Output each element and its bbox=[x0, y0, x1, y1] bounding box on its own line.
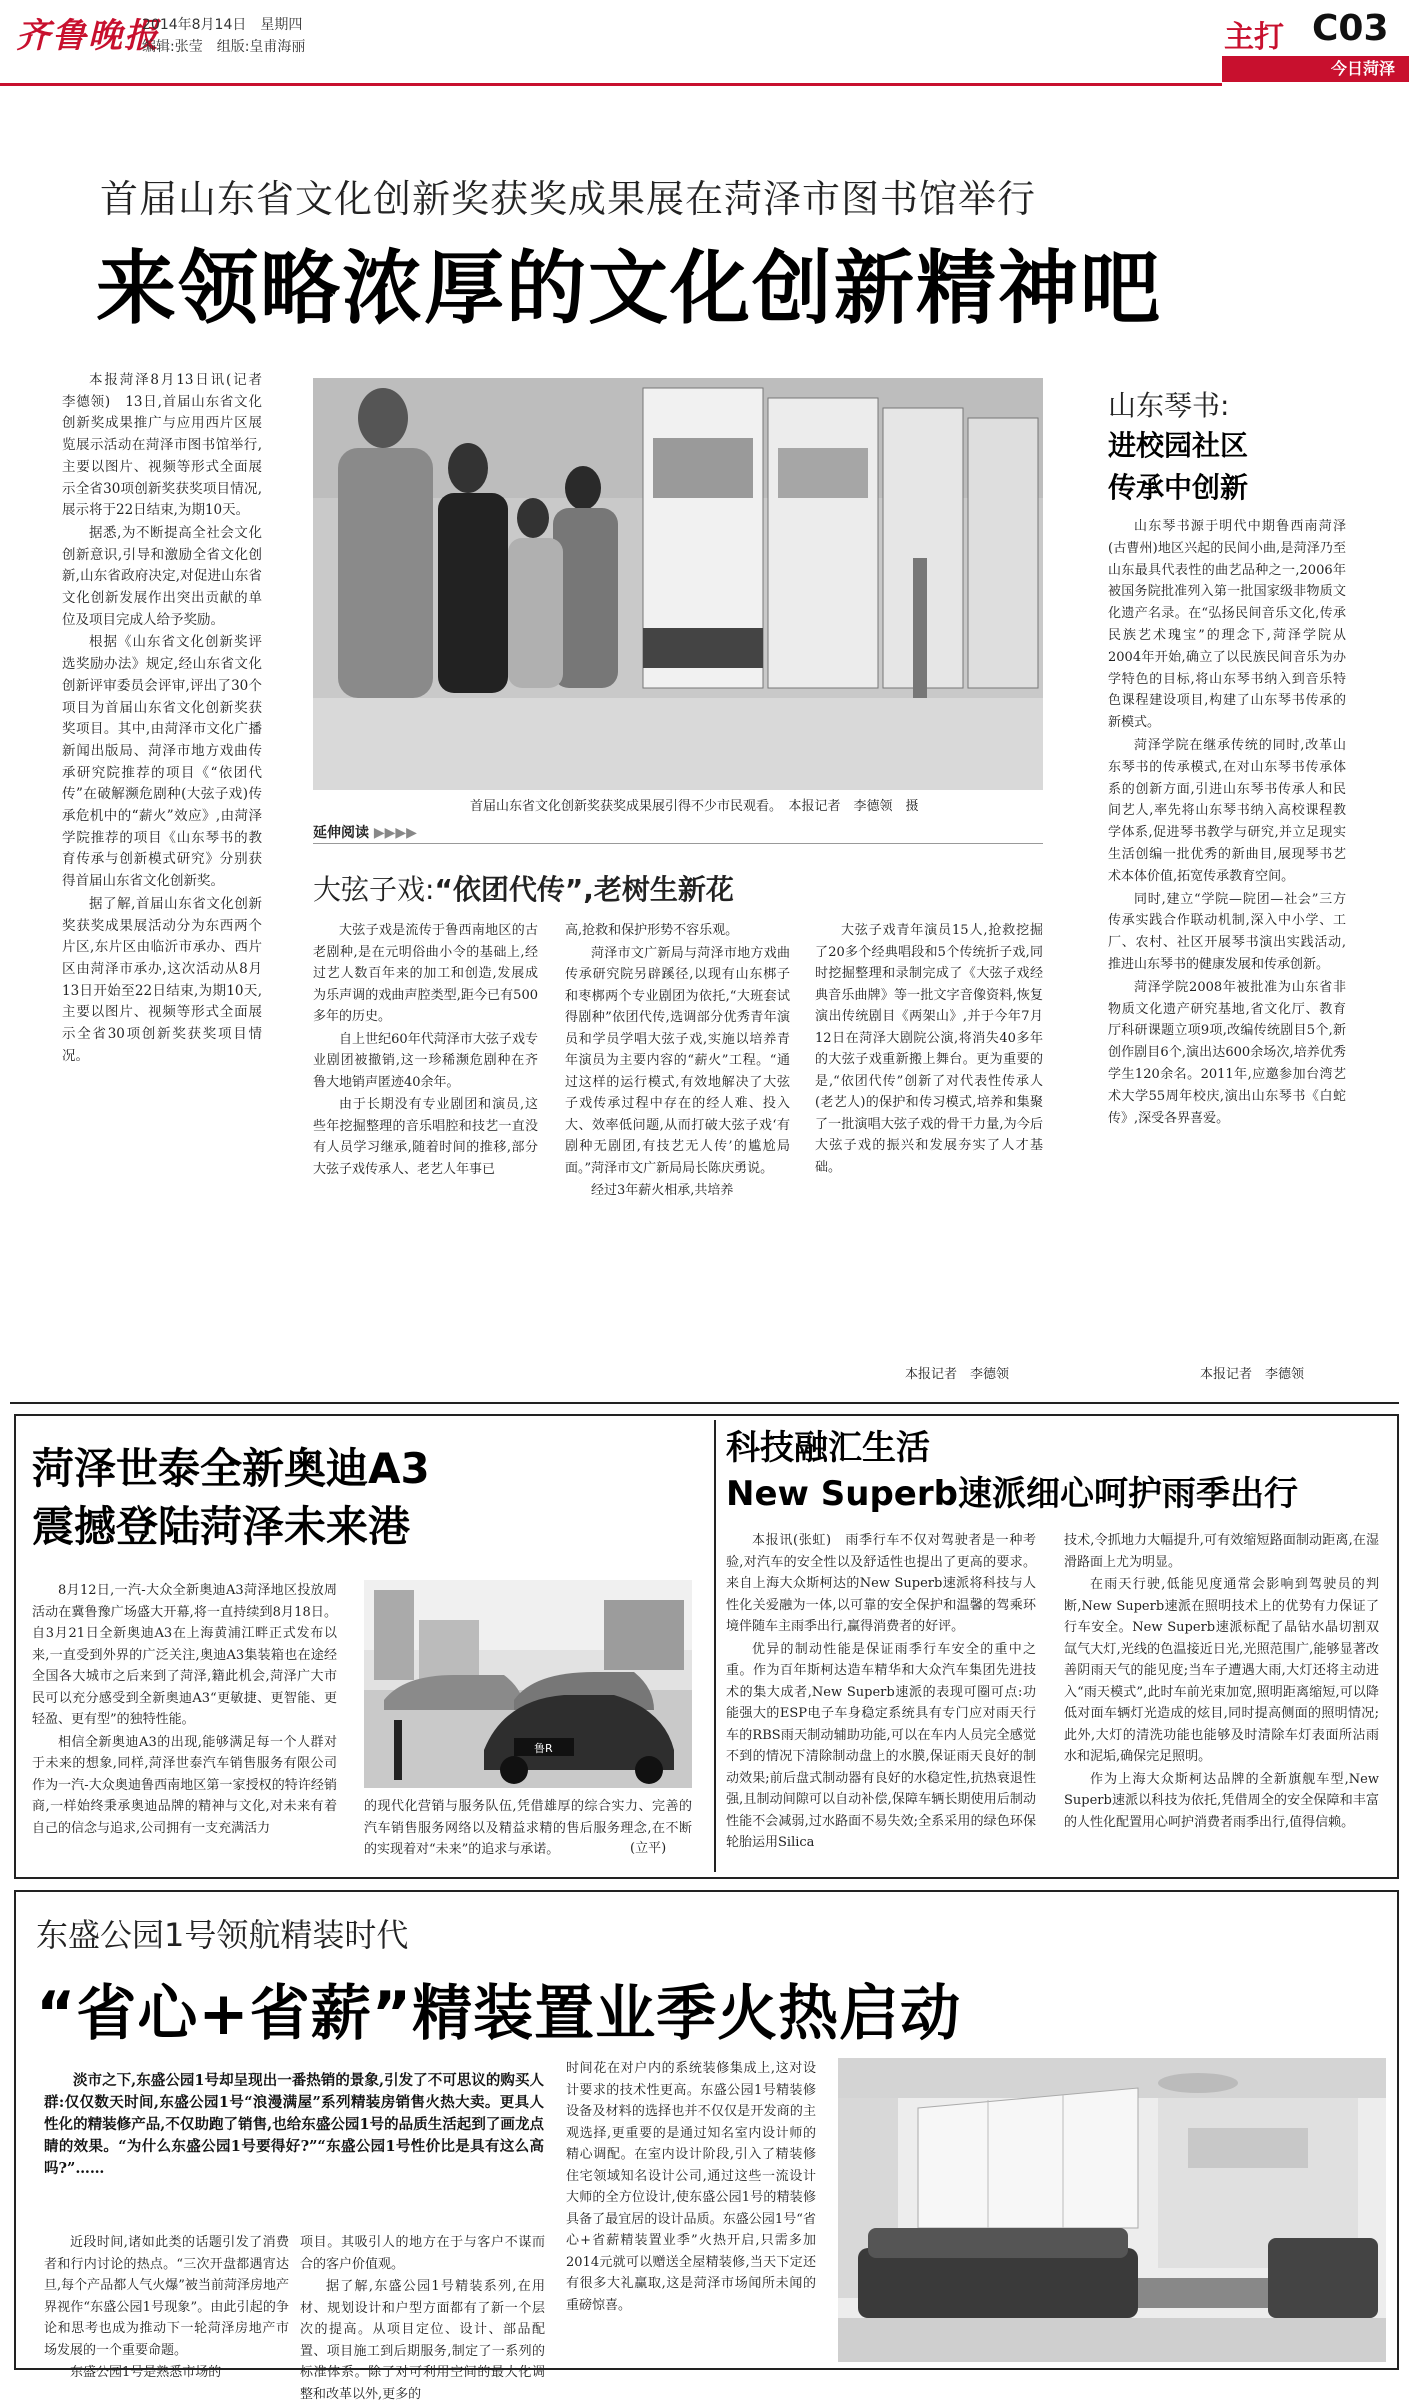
ad2-headline-2: New Superb速派细心呵护雨季出行 bbox=[726, 1474, 1298, 1514]
paragraph: 本报菏泽8月13日讯(记者 李德领) 13日,首届山东省文化创新奖成果推广与应用西片区展览展示活动在菏泽市图书馆举行,主要以图片、视频等形式全面展示全省30项创新奖获奖项目情况,展示将于22日结束,为期10天。 bbox=[62, 372, 276, 519]
paragraph: 的现代化营销与服务队伍,凭借雄厚的综合实力、完善的汽车销售服务网络以及精益求精的售后服务理念,在不断的实现着对“未来”的追求与承诺。 bbox=[364, 1799, 692, 1857]
audi-photo bbox=[364, 1580, 692, 1788]
paragraph: 据悉,为不断提高全社会文化创新意识,引导和激励全省文化创新,山东省政府决定,对促进山东省文化创新发展作出突出贡献的单位及项目完成人给予奖励。 bbox=[62, 524, 262, 628]
paragraph: 由于长期没有专业剧团和演员,这些年挖掘整理的音乐唱腔和技艺一直没有人员学习继承,随着时间的推移,部分大弦子戏传承人、老艺人年事已 bbox=[313, 1097, 538, 1177]
masthead bbox=[0, 0, 1409, 90]
page-number: C03 bbox=[1312, 8, 1389, 49]
editors-line: 编辑:张莹 组版:皇甫海丽 bbox=[142, 39, 306, 55]
ad1-headline-2: 震撼登陆菏泽未来港 bbox=[32, 1502, 411, 1551]
paragraph: 在雨天行驶,低能见度通常会影响到驾驶员的判断,New Superb速派在照明技术上的优势有力保证了行车安全。New Superb速派标配了晶钻水晶切割双氙气大灯,光线的色温接近日光,光照范围广,能够显著改善阴雨天气的能见度;当车子遭遇大雨,大灯还将主动进入“雨天模式”,此时车前光束加宽,照明距离缩短,可以降低对面车辆灯光造成的炫目,同时提高侧面的照明情况;此外,大灯的清洗功能也能够及时清除车灯表面所沾雨水和泥垢,确保完足照明。 bbox=[1064, 1577, 1379, 1764]
paragraph: 技术,令抓地力大幅提升,可有效缩短路面制动距离,在湿滑路面上尤为明显。 bbox=[1064, 1533, 1379, 1570]
newspaper-logo: 齐鲁晚报 bbox=[16, 16, 160, 56]
masthead-rule bbox=[0, 83, 1222, 86]
paragraph: 相信全新奥迪A3的出现,能够满足每一个人群对于未来的想象,同样,菏泽世泰汽车销售服务有限公司作为一汽-大众奥迪鲁西南地区第一家授权的特许经销商,一样始终秉承奥迪品牌的精神与文化,对未来有着自己的信念与追求,公司拥有一支充满活力 bbox=[32, 1734, 337, 1836]
ad-divider bbox=[714, 1420, 716, 1872]
story1-bottom-rule bbox=[10, 1402, 1399, 1404]
sub-headline-main: “依团代传”,老树生新花 bbox=[434, 873, 734, 906]
ad3-lead bbox=[44, 2070, 544, 2220]
paragraph: 大弦子戏是流传于鲁西南地区的古老剧种,是在元明俗曲小令的基础上,经过艺人数百年来的加工和创造,发展成为乐声调的戏曲声腔类型,距今已有500多年的历史。 bbox=[313, 923, 538, 1024]
ad2-body-left bbox=[726, 1530, 1036, 1870]
ad3-body-col-2 bbox=[300, 2232, 545, 2402]
paragraph: 根据《山东省文化创新奖评选奖励办法》规定,经山东省文化创新评审委员会评审,评出了30个项目为首届山东省文化创新奖获奖项目。其中,由菏泽市文化广播新闻出版局、菏泽市地方戏曲传承研究院推荐的项目《“依团代传”在破解濒危剧种(大弦子戏)传承危机中的“薪火”效应》,由菏泽学院推荐的项目《山东琴书的教育传承与创新模式研究》分别获得首届山东省文化创新奖。 bbox=[62, 634, 262, 890]
interior-photo bbox=[838, 2058, 1386, 2362]
audi-photo-graphic bbox=[364, 1580, 692, 1788]
paragraph: 经过3年薪火相承,共培养 bbox=[591, 1183, 734, 1198]
sub-story-byline: 本报记者 李德领 bbox=[905, 1367, 1010, 1382]
sub-section-tab: 今日菏泽 bbox=[1222, 56, 1409, 82]
sub-story-col-3 bbox=[815, 920, 1043, 1360]
ad2-headline-1: 科技融汇生活 bbox=[726, 1428, 930, 1468]
paragraph: 菏泽学院在继承传统的同时,改革山东琴书的传承模式,在对山东琴书传承体系的创新方面,引进山东琴书传承人和民间艺人,率先将山东琴书纳入高校课程教学体系,促进琴书教学与研究,并立足现实生活创编一批优秀的新曲目,展现琴书艺术本体价值,拓宽传承教育空间。 bbox=[1108, 737, 1346, 884]
side-body bbox=[1108, 516, 1346, 1391]
ad3-body-col-1 bbox=[44, 2232, 289, 2380]
sub-headline bbox=[313, 868, 734, 908]
ad2-body-right bbox=[1064, 1530, 1379, 1870]
extended-reading-label bbox=[313, 822, 417, 842]
ad3-kicker: 东盛公园1号领航精装时代 bbox=[36, 1916, 409, 1954]
section-name: 主打 bbox=[1224, 20, 1284, 55]
paragraph: 近段时间,诸如此类的话题引发了消费者和行内讨论的热点。“三次开盘都遇宵达旦,每个产品都人气火爆”被当前菏泽房地产界视作“东盛公园1号现象”。由此引起的争论和思考也成为推动下一轮菏泽房地产市场发展的一个重要命题。 bbox=[44, 2235, 289, 2358]
interior-photo-graphic bbox=[838, 2058, 1386, 2362]
ad1-headline-1: 菏泽世泰全新奥迪A3 bbox=[32, 1444, 430, 1493]
paragraph: 山东琴书源于明代中期鲁西南菏泽(古曹州)地区兴起的民间小曲,是菏泽乃至山东最具代表性的曲艺品种之一,2006年被国务院批准列入第一批国家级非物质文化遗产名录。在“弘扬民间音乐文化,传承民族艺术瑰宝”的理念下,菏泽学院从2004年开始,确立了以民族民间音乐为办学特色的目标,将山东琴书纳入到音乐特色课程建设项目,构建了山东琴书传承的新模式。 bbox=[1108, 519, 1346, 731]
ad3-body-col-3 bbox=[566, 2058, 816, 2362]
paragraph: 自上世纪60年代菏泽市大弦子戏专业剧团被撤销,这一珍稀濒危剧种在齐鲁大地销声匿迹40余年。 bbox=[313, 1031, 538, 1090]
paragraph: 东盛公园1号是熟悉市场的 bbox=[70, 2365, 222, 2380]
exhibition-photo bbox=[313, 378, 1043, 790]
sub-story-col-2 bbox=[565, 920, 790, 1390]
paragraph: 高,抢救和保护形势不容乐观。 bbox=[565, 923, 739, 938]
triangle-icon: ▶▶▶▶ bbox=[373, 825, 417, 841]
sub-story-col-1 bbox=[313, 920, 538, 1390]
paragraph: 淡市之下,东盛公园1号却呈现出一番热销的景象,引发了不可思议的购买人群:仅仅数天时间,东盛公园1号“浪漫满屋”系列精装房销售火热大卖。更具人性化的精装修产品,不仅助跑了销售,也给东盛公园1号的品质生活起到了画龙点睛的效果。“为什么东盛公园1号要得好?”“东盛公园1号性价比是具有这么高吗?”…… bbox=[44, 2072, 544, 2177]
side-byline: 本报记者 李德领 bbox=[1200, 1367, 1305, 1382]
license-plate: 鲁R bbox=[534, 1742, 553, 1755]
ad3-headline: “省心+省薪”精装置业季火热启动 bbox=[36, 1979, 962, 2049]
ad1-body bbox=[32, 1580, 337, 1865]
exhibition-photo-graphic bbox=[313, 378, 1043, 790]
paragraph: 时间花在对户内的系统装修集成上,这对设计要求的技术性更高。东盛公园1号精装修设备及材料的选择也并不仅仅是开发商的主观选择,更重要的是通过知名室内设计师的精心调配。在室内设计阶段,引入了精装修住宅领域知名设计公司,通过这些一流设计大师的全方位设计,使东盛公园1号的精装修具备了最宜居的设计品质。东盛公园1号“省心+省薪精装置业季”火热开启,只需多加2014元就可以赠送全屋精装修,当天下定还有很多大礼赢取,这是菏泽市场闻所未闻的重磅惊喜。 bbox=[566, 2061, 816, 2313]
paragraph: 作为上海大众斯柯达品牌的全新旗舰车型,New Superb速派以科技为依托,凭借周全的安全保障和丰富的人性化配置用心呵护消费者雨季出行,值得信赖。 bbox=[1064, 1771, 1379, 1830]
story1-kicker: 首届山东省文化创新奖获奖成果展在菏泽市图书馆举行 bbox=[100, 177, 1037, 221]
photo-caption: 首届山东省文化创新奖获奖成果展引得不少市民观看。 本报记者 李德领 摄 bbox=[470, 799, 919, 814]
side-kicker: 山东琴书: bbox=[1108, 389, 1230, 422]
paragraph: 大弦子戏青年演员15人,抢救挖掘了20多个经典唱段和5个传统折子戏,同时挖掘整理和录制完成了《大弦子戏经典音乐曲牌》等一批文字音像资料,恢复演出传统剧目《两架山》,并于今年7月12日在菏泽大剧院公演,将消失40多年的大弦子戏重新搬上舞台。更为重要的是,“依团代传”创新了对代表性传承人(老艺人)的保护和传习模式,培养和集聚了一批演唱大弦子戏的骨干力量,为今后大弦子戏的振兴和发展夯实了人才基础。 bbox=[815, 923, 1043, 1175]
paragraph: 菏泽市文广新局与菏泽市地方戏曲传承研究院另辟蹊径,以现有山东梆子和枣梆两个专业剧团为依托,“大班套试得剧种”依团代传,选调部分优秀青年演员和学员学唱大弦子戏,实施以培养青年演员为主要内容的“薪火”工程。“通过这样的运行模式,有效地解决了大弦子戏传承过程中存在的经人难、投入大、效率低问题,从而打破大弦子戏‘有剧种无剧团,有技艺无人传’的尴尬局面。”菏泽市文广新局局长陈庆勇说。 bbox=[565, 945, 790, 1176]
story1-headline: 来领略浓厚的文化创新精神吧 bbox=[96, 242, 1162, 335]
sub-headline-prefix: 大弦子戏: bbox=[313, 873, 435, 906]
side-headline-2: 传承中创新 bbox=[1108, 471, 1249, 504]
paragraph: 项目。其吸引人的地方在于与客户不谋而合的客户价值观。 bbox=[300, 2235, 545, 2272]
paragraph: 同时,建立“学院—院团—社会”三方传承实践合作联动机制,深入中小学、工厂、农村、社区开展琴书演出实践活动,推进山东琴书的健康发展和传承创新。 bbox=[1108, 891, 1346, 972]
paragraph: 据了解,首届山东省文化创新奖获奖成果展活动分为东西两个片区,东片区由临沂市承办、西片区由菏泽市承办,这次活动从8月13日开始至22日结束,为期10天,主要以图片、视频等形式全面展示全省30项创新奖获奖项目情况。 bbox=[62, 895, 262, 1064]
extended-reading-text: 延伸阅读 bbox=[313, 825, 369, 841]
issue-date: 2014年8月14日 星期四 bbox=[142, 17, 303, 33]
paragraph: 据了解,东盛公园1号精装系列,在用材、规划设计和户型方面都有了新一个层次的提高。从项目定位、设计、部品配置、项目施工到后期服务,制定了一系列的标准体系。除了对可利用空间的最大化调整和改革以外,更多的 bbox=[300, 2279, 545, 2402]
story1-body bbox=[62, 370, 276, 1425]
paragraph: 菏泽学院2008年被批准为山东省非物质文化遗产研究基地,省文化厅、教育厅科研课题立项9项,改编传统剧目5个,新创作剧目6个,演出达600余场次,培养优秀学生120余名。2011年,应邀参加台湾艺术大学55周年校庆,演出山东琴书《白蛇传》,深受各界喜爱。 bbox=[1108, 979, 1346, 1126]
paragraph: 8月12日,一汽-大众全新奥迪A3菏泽地区投放周活动在冀鲁豫广场盛大开幕,将一直持续到8月18日。自3月21日全新奥迪A3在上海黄浦江畔正式发布以来,一直受到外界的广泛关注,奥迪A3集装箱也在途经全国各大城市之后来到了菏泽,籍此机会,菏泽广大市民可以充分感受到全新奥迪A3“更敏捷、更智能、更轻盈、更有型”的独特性能。 bbox=[32, 1583, 337, 1727]
ad1-byline: (立平) bbox=[630, 1841, 667, 1856]
paragraph: 优异的制动性能是保证雨季行车安全的重中之重。作为百年斯柯达造车精华和大众汽车集团先进技术的集大成者,New Superb速派的表现可圈可点:功能强大的ESP电子车身稳定系统具有专门应对雨天行车的RBS雨天制动辅助功能,可以在车内人员完全感觉不到的情况下清除制动盘上的水膜,保证雨天良好的制动效果;前后盘式制动器有良好的水稳定性,抗热衰退性强,且制动间隙可以自动补偿,保障车辆长期使用后制动性能不会减弱,过水路面不易失效;全系采用的绿色环保轮胎运用Silica bbox=[726, 1641, 1036, 1850]
extended-reading-rule bbox=[313, 843, 1043, 844]
side-headline-1: 进校园社区 bbox=[1108, 429, 1249, 462]
paragraph: 本报讯(张虹) 雨季行车不仅对驾驶者是一种考验,对汽车的安全性以及舒适性也提出了更高的要求。来自上海大众斯柯达的New Superb速派将科技与人性化关爱融为一体,以可靠的安全保护和温馨的驾乘环境伴随车主雨季出行,赢得消费者的好评。 bbox=[726, 1533, 1036, 1634]
